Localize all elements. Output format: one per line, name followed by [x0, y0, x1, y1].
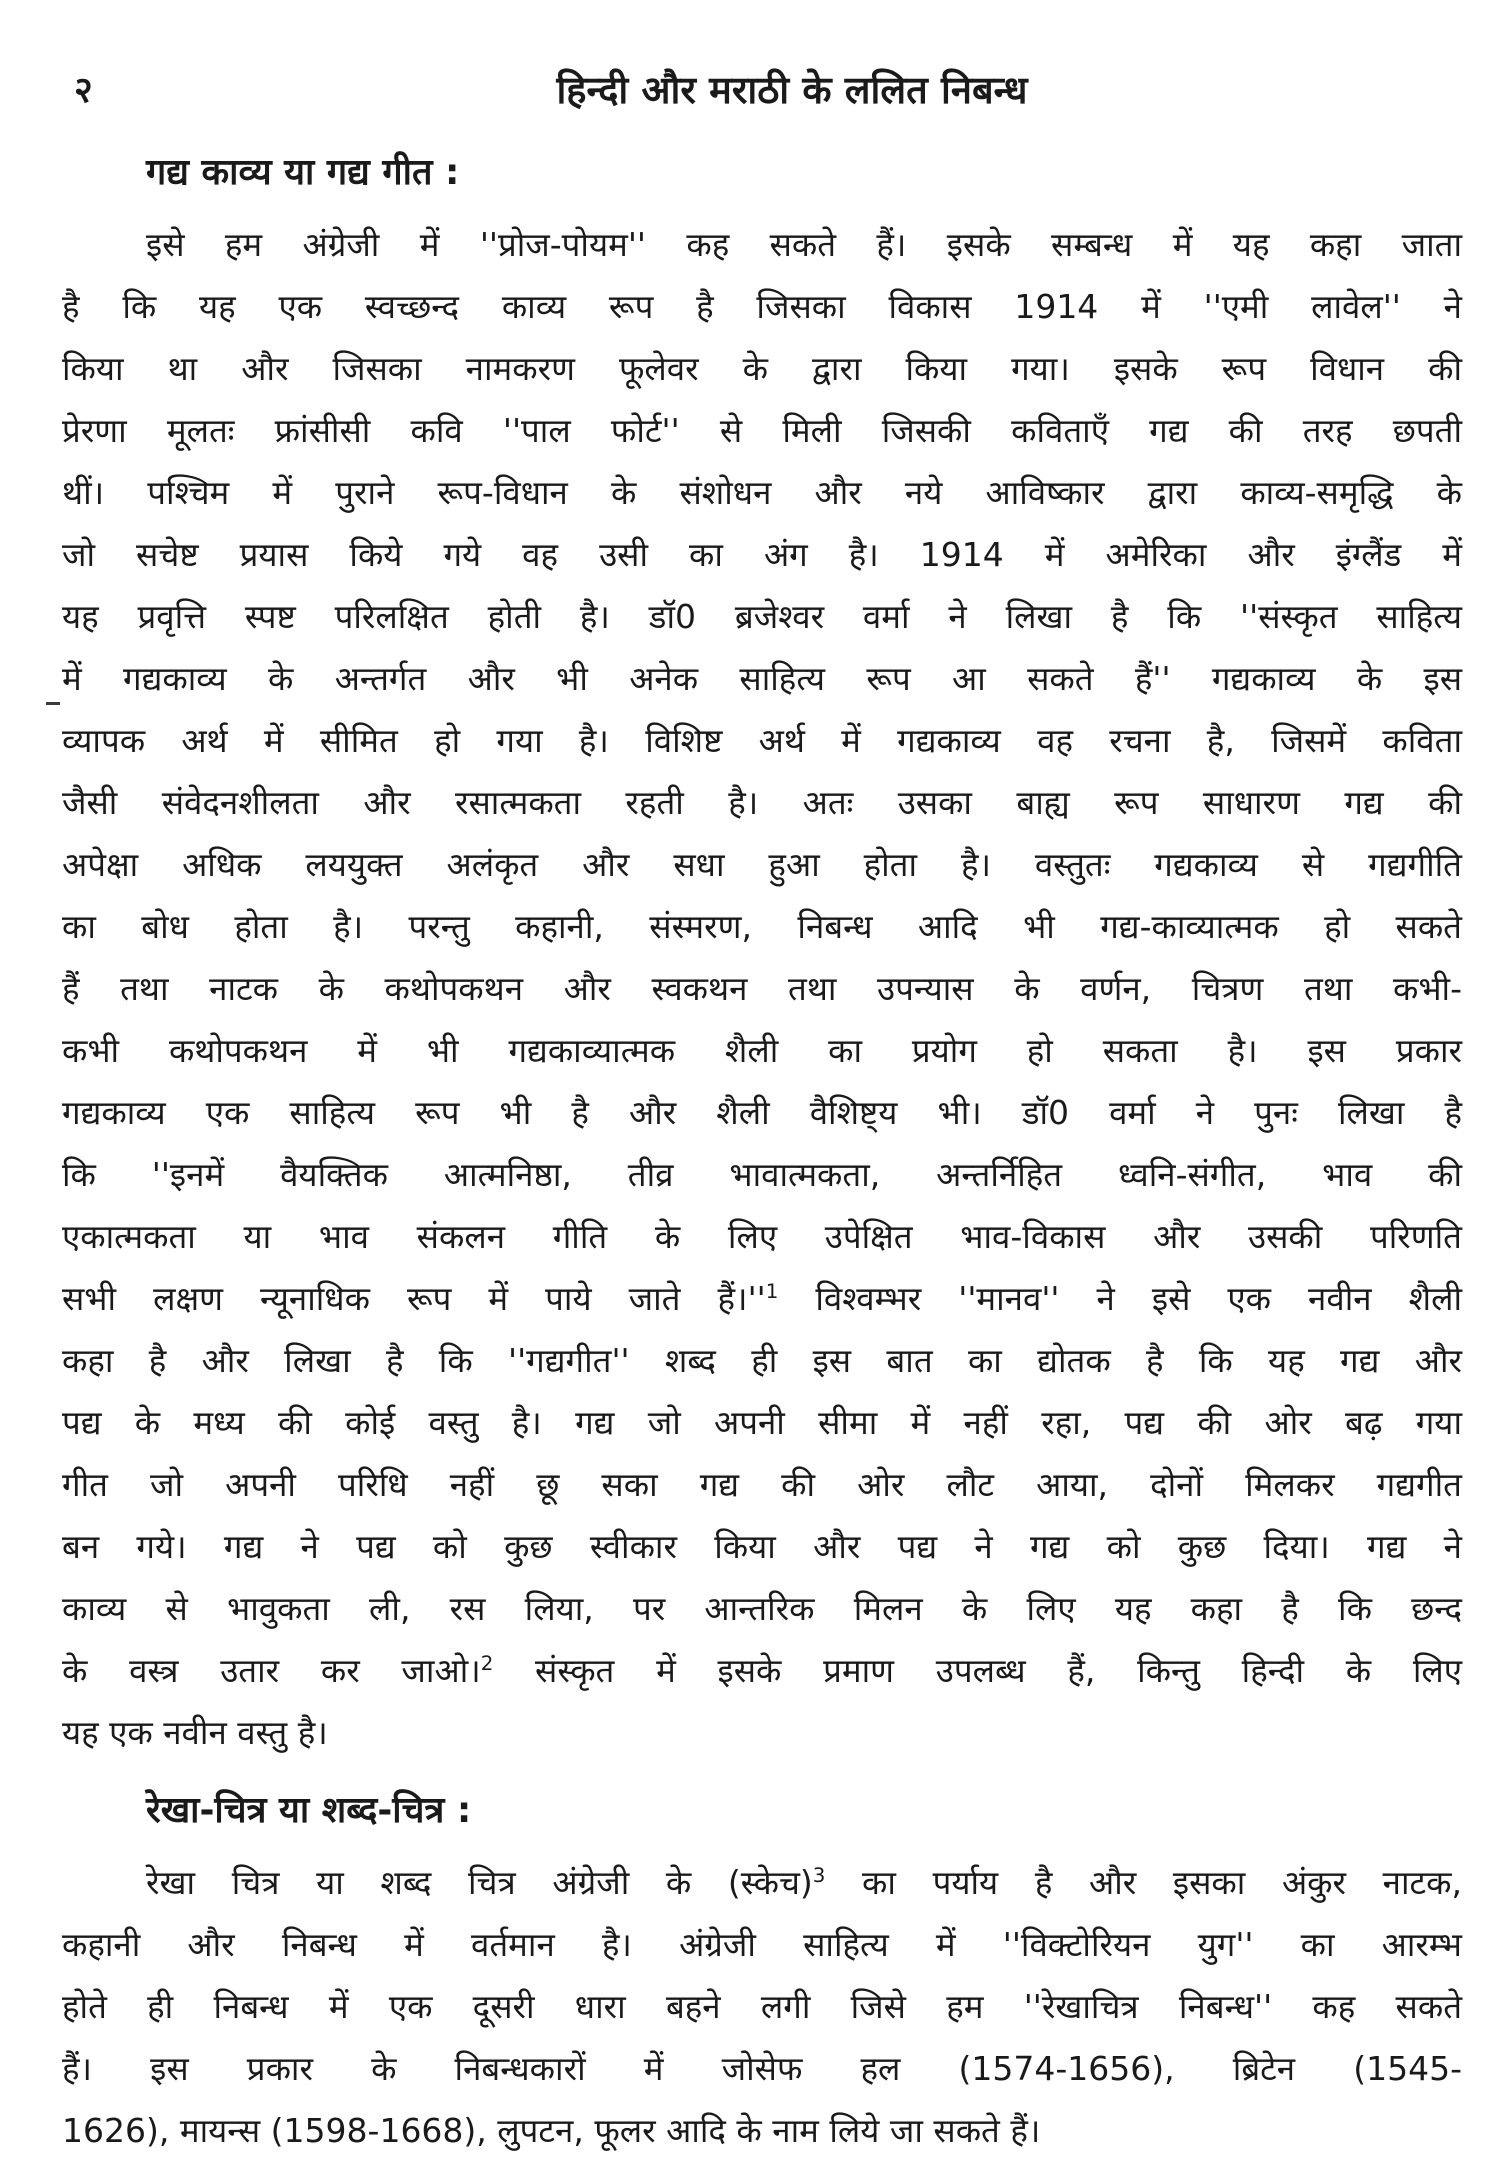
text-line: थीं। पश्चिम में पुराने रूप-विधान के संशोधन और नये आविष्कार द्वारा काव्य-समृद्धि के — [62, 473, 1462, 512]
footnote-marker: 2 — [480, 1652, 494, 1675]
margin-mark — [46, 702, 60, 705]
line-text: विश्वम्भर ''मानव'' ने इसे एक नवीन शैली — [778, 1279, 1462, 1318]
page-number: २ — [74, 70, 93, 111]
text-line — [62, 1268, 1462, 1330]
text-line: कभी कथोपकथन में भी गद्यकाव्यात्मक शैली का प्रयोग हो सकता है। इस प्रकार — [62, 1031, 1462, 1070]
line-text: सभी लक्षण न्यूनाधिक रूप में पाये जाते हैं।'' — [62, 1279, 766, 1318]
footnote-marker: 1 — [765, 1280, 779, 1303]
text-line: गीत जो अपनी परिधि नहीं छू सका गद्य की ओर लौट आया, दोनों मिलकर गद्यगीत — [62, 1465, 1462, 1504]
running-header — [62, 60, 1462, 130]
text-line: व्यापक अर्थ में सीमित हो गया है। विशिष्ट अर्थ में गद्यकाव्य वह रचना है, जिसमें कविता — [62, 721, 1462, 760]
section-heading-gadya-kavya: गद्य काव्य या गद्य गीत : — [146, 152, 460, 193]
text-line: हैं। इस प्रकार के निबन्धकारों में जोसेफ हल (1574-1656), ब्रिटेन (1545- — [62, 2049, 1462, 2088]
text-line: गद्यकाव्य एक साहित्य रूप भी है और शैली वैशिष्ट्य भी। डॉ0 वर्मा ने पुनः लिखा है — [62, 1093, 1462, 1132]
text-line: इसे हम अंग्रेजी में ''प्रोज-पोयम'' कह सकते हैं। इसके सम्बन्ध में यह कहा जाता — [146, 225, 1462, 264]
line-text: रेखा चित्र या शब्द चित्र अंग्रेजी के (स्केच) — [146, 1863, 813, 1902]
text-line: 1626), मायन्स (1598-1668), लुपटन, फूलर आदि के नाम लिये जा सकते हैं। — [62, 2111, 1041, 2150]
text-line: किया था और जिसका नामकरण फूलेवर के द्वारा किया गया। इसके रूप विधान की — [62, 349, 1462, 388]
text-line: जो सचेष्ट प्रयास किये गये वह उसी का अंग है। 1914 में अमेरिका और इंग्लैंड में — [62, 535, 1462, 574]
text-line: कि ''इनमें वैयक्तिक आत्मनिष्ठा, तीव्र भावात्मकता, अन्तर्निहित ध्वनि-संगीत, भाव की — [62, 1155, 1462, 1194]
line-text: संस्कृत में इसके प्रमाण उपलब्ध हैं, किन्तु हिन्दी के लिए — [493, 1651, 1462, 1690]
text-line: यह प्रवृत्ति स्पष्ट परिलक्षित होती है। डॉ0 ब्रजेश्वर वर्मा ने लिखा है कि ''संस्कृत साहित्य — [62, 597, 1462, 636]
text-line: जैसी संवेदनशीलता और रसात्मकता रहती है। अतः उसका बाह्य रूप साधारण गद्य की — [62, 783, 1462, 822]
text-line: का बोध होता है। परन्तु कहानी, संस्मरण, निबन्ध आदि भी गद्य-काव्यात्मक हो सकते — [62, 907, 1462, 946]
text-line: कहानी और निबन्ध में वर्तमान है। अंग्रेजी साहित्य में ''विक्टोरियन युग'' का आरम्भ — [62, 1925, 1462, 1964]
line-text: का पर्याय है और इसका अंकुर नाटक, — [825, 1863, 1462, 1902]
book-page — [62, 60, 1462, 2162]
text-line: एकात्मकता या भाव संकलन गीति के लिए उपेक्षित भाव-विकास और उसकी परिणति — [62, 1217, 1462, 1256]
text-line: अपेक्षा अधिक लययुक्त अलंकृत और सधा हुआ होता है। वस्तुतः गद्यकाव्य से गद्यगीति — [62, 845, 1462, 884]
text-line: में गद्यकाव्य के अन्तर्गत और भी अनेक साहित्य रूप आ सकते हैं'' गद्यकाव्य के इस — [62, 659, 1462, 698]
text-line: काव्य से भावुकता ली, रस लिया, पर आन्तरिक मिलन के लिए यह कहा है कि छन्द — [62, 1589, 1462, 1628]
text-line: यह एक नवीन वस्तु है। — [62, 1713, 328, 1752]
text-line: प्रेरणा मूलतः फ्रांसीसी कवि ''पाल फोर्ट'' से मिली जिसकी कविताएँ गद्य की तरह छपती — [62, 411, 1462, 450]
text-line: होते ही निबन्ध में एक दूसरी धारा बहने लगी जिसे हम ''रेखाचित्र निबन्ध'' कह सकते — [62, 1987, 1462, 2026]
section-heading-rekha-chitra: रेखा-चित्र या शब्द-चित्र : — [146, 1790, 472, 1831]
text-line: हैं तथा नाटक के कथोपकथन और स्वकथन तथा उपन्यास के वर्णन, चित्रण तथा कभी- — [62, 969, 1463, 1008]
footnote-marker: 3 — [812, 1864, 826, 1887]
section-gap — [62, 1764, 1462, 1782]
paragraph-rekha-chitra — [62, 1852, 1462, 2162]
text-line — [62, 1852, 1462, 1914]
text-line: कहा है और लिखा है कि ''गद्यगीत'' शब्द ही इस बात का द्योतक है कि यह गद्य और — [62, 1341, 1462, 1380]
text-line — [62, 1640, 1462, 1702]
text-line: है कि यह एक स्वच्छन्द काव्य रूप है जिसका विकास 1914 में ''एमी लावेल'' ने — [62, 287, 1462, 326]
text-line: बन गये। गद्य ने पद्य को कुछ स्वीकार किया और पद्य ने गद्य को कुछ दिया। गद्य ने — [62, 1527, 1462, 1566]
text-line: पद्य के मध्य की कोई वस्तु है। गद्य जो अपनी सीमा में नहीं रहा, पद्य की ओर बढ़ गया — [62, 1403, 1462, 1442]
line-text: के वस्त्र उतार कर जाओ। — [62, 1651, 481, 1690]
book-title: हिन्दी और मराठी के ललित निबन्ध — [556, 68, 1028, 112]
paragraph-gadya-kavya — [62, 214, 1462, 1764]
